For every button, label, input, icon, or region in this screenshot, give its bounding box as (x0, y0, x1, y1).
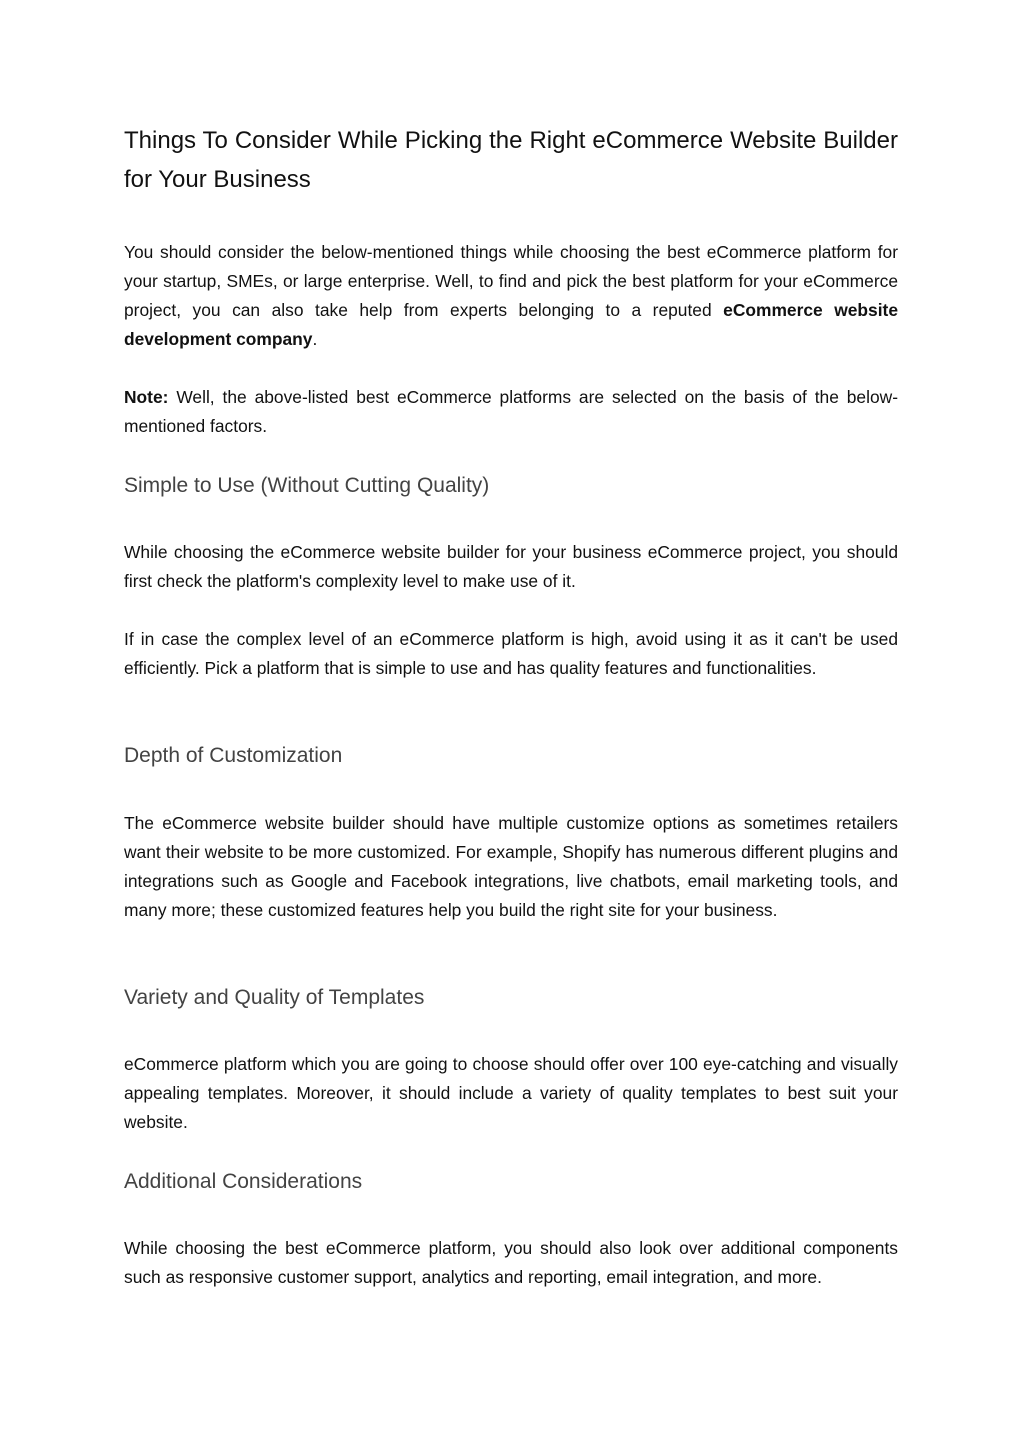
section-heading-templates: Variety and Quality of Templates (124, 986, 425, 1009)
templates-paragraph: eCommerce platform which you are going to choose should offer over 100 eye-catching and visually appealing templates. Moreover, it should include a variety of quality templates to best suit your website. (124, 1054, 898, 1132)
note-paragraph (124, 383, 898, 441)
simple-to-use-paragraph-1: While choosing the eCommerce website builder for your business eCommerce project, you should first check the platform's complexity level to make use of it. (124, 542, 898, 591)
document-title: Things To Consider While Picking the Right eCommerce Website Builder for Your Business (124, 127, 898, 193)
intro-paragraph (124, 238, 898, 354)
section-heading-additional: Additional Considerations (124, 1170, 363, 1193)
development-company-link[interactable]: eCommerce website development company (124, 300, 899, 349)
note-text: Well, the above-listed best eCommerce platforms are selected on the basis of the below-mentioned factors. (124, 387, 898, 436)
note-label: Note: (124, 387, 169, 407)
simple-to-use-paragraph-2: If in case the complex level of an eCommerce platform is high, avoid using it as it can't be used efficiently. Pick a platform that is simple to use and has quality features and functionalities. (124, 629, 898, 678)
intro-text: You should consider the below-mentioned things while choosing the best eCommerce platform for your startup, SMEs, or large enterprise. Well, to find and pick the best platform for your eCommerce project, you can also take help from experts belonging to a reputed (124, 242, 898, 320)
section-heading-simple-to-use: Simple to Use (Without Cutting Quality) (124, 474, 490, 497)
customization-paragraph: The eCommerce website builder should have multiple customize options as sometimes retailers want their website to be more customized. For example, Shopify has numerous different plugins and integrations such as Google and Facebook integrations, live chatbots, email marketing tools, and many more; these customized features help you build the right site for your business. (124, 813, 898, 920)
section-heading-customization: Depth of Customization (124, 744, 343, 767)
additional-paragraph: While choosing the best eCommerce platform, you should also look over additional components such as responsive customer support, analytics and reporting, email integration, and more. (124, 1238, 898, 1287)
intro-end: . (312, 329, 318, 349)
